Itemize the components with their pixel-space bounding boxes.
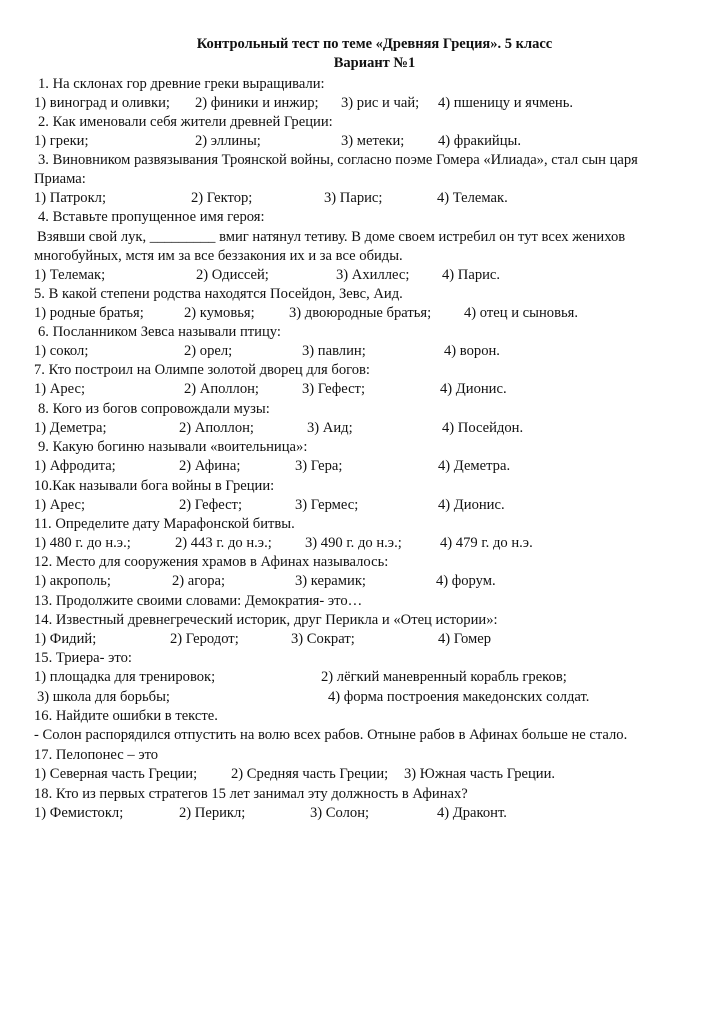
answer-option: 4) форум. (436, 573, 496, 589)
answer-option: 4) Гомер (438, 631, 491, 647)
answer-option: 1) Северная часть Греции; (34, 766, 198, 782)
answer-option: 4) отец и сыновья. (464, 305, 578, 321)
answer-option: 1) родные братья; (34, 305, 144, 321)
answer-option: 3) Южная часть Греции. (404, 766, 556, 782)
answer-option: 1) Фидий; (34, 631, 97, 647)
answer-option: 3) метеки; (341, 133, 405, 149)
question-text: 10.Как называли бога войны в Греции: (34, 478, 275, 494)
question-text: 15. Триера- это: (34, 650, 132, 666)
answer-option: 2) лёгкий маневренный корабль греков; (321, 669, 567, 685)
answer-option: 2) Гектор; (191, 190, 253, 206)
answer-option: 2) 443 г. до н.э.; (175, 535, 272, 551)
answer-option: 2) эллины; (195, 133, 261, 149)
page-title: Контрольный тест по теме «Древняя Греция». 5 класс (196, 36, 553, 52)
variant-title: Вариант №1 (333, 55, 416, 71)
question-text: 6. Посланником Зевса называли птицу: (38, 324, 281, 340)
answer-option: 4) ворон. (444, 343, 500, 359)
answer-option: 4) пшеницу и ячмень. (438, 95, 574, 111)
answer-option: 1) греки; (34, 133, 89, 149)
question-text: 18. Кто из первых стратегов 15 лет занимал эту должность в Афинах? (34, 786, 468, 802)
answer-option: 3) керамик; (295, 573, 366, 589)
question-text: 14. Известный древнегреческий историк, друг Перикла и «Отец истории»: (34, 612, 498, 628)
answer-option: 3) Гефест; (302, 381, 365, 397)
answer-option: 2) Одиссей; (196, 267, 269, 283)
answer-option: 4) 479 г. до н.э. (440, 535, 533, 551)
question-text: 9. Какую богиню называли «воительница»: (38, 439, 308, 455)
answer-option: 2) Геродот; (170, 631, 239, 647)
answer-option: 1) Деметра; (34, 420, 107, 436)
answer-option: 2) агора; (172, 573, 226, 589)
question-text: 12. Место для сооружения храмов в Афинах называлось: (34, 554, 389, 570)
answer-option: 2) Средняя часть Греции; (231, 766, 389, 782)
question-text: 4. Вставьте пропущенное имя героя: (38, 209, 265, 225)
answer-option: 2) Гефест; (179, 497, 242, 513)
answer-option: 2) Афина; (179, 458, 241, 474)
answer-option: 1) 480 г. до н.э.; (34, 535, 131, 551)
answer-option: 3) 490 г. до н.э.; (305, 535, 402, 551)
answer-option: 1) виноград и оливки; (34, 95, 170, 111)
answer-option: 4) Телемак. (437, 190, 508, 206)
question-text: 8. Кого из богов сопровождали музы: (38, 401, 270, 417)
answer-option: 2) финики и инжир; (195, 95, 319, 111)
answer-option: 3) Ахиллес; (336, 267, 410, 283)
answer-option: 4) Деметра. (438, 458, 511, 474)
question-text-cont: Приама: (34, 171, 86, 187)
answer-option: 3) Гермес; (295, 497, 359, 513)
answer-option: 1) Патрокл; (34, 190, 107, 206)
answer-option: 3) двоюродные братья; (289, 305, 432, 321)
answer-option: 4) Дионис. (438, 497, 505, 513)
answer-option: 3) Парис; (324, 190, 383, 206)
answer-option: 4) Дионис. (440, 381, 507, 397)
question-text: 5. В какой степени родства находятся Посейдон, Зевс, Аид. (34, 286, 403, 302)
answer-option: 3) Сократ; (291, 631, 355, 647)
answer-option: 4) фракийцы. (438, 133, 522, 149)
answer-option: 2) орел; (184, 343, 233, 359)
answer-option: 1) Телемак; (34, 267, 106, 283)
answer-option: 4) Парис. (442, 267, 501, 283)
question-text: 16. Найдите ошибки в тексте. (34, 708, 218, 724)
answer-option: 3) рис и чай; (341, 95, 420, 111)
answer-option: 3) павлин; (302, 343, 366, 359)
answer-option: 1) площадка для тренировок; (34, 669, 216, 685)
question-text: 13. Продолжите своими словами: Демократия- это… (34, 593, 363, 609)
answer-option: 1) Фемистокл; (34, 805, 124, 821)
answer-option: 4) форма построения македонских солдат. (328, 689, 590, 705)
answer-option: 3) школа для борьбы; (37, 689, 170, 705)
answer-option: 1) Афродита; (34, 458, 116, 474)
answer-option: 2) Аполлон; (184, 381, 259, 397)
question-text: 1. На склонах гор древние греки выращивали: (38, 76, 325, 92)
answer-option: 1) Арес; (34, 497, 86, 513)
answer-option: 4) Драконт. (437, 805, 507, 821)
question-text: 3. Виновником развязывания Троянской войны, согласно поэме Гомера «Илиада», стал сын царя (38, 152, 638, 168)
answer-option: 2) Аполлон; (179, 420, 254, 436)
answer-option: 3) Солон; (310, 805, 370, 821)
question-text: 11. Определите дату Марафонской битвы. (34, 516, 295, 532)
question-text: 2. Как именовали себя жители древней Греции: (38, 114, 333, 130)
answer-option: 2) кумовья; (184, 305, 255, 321)
question-text: 17. Пелопонес – это (34, 747, 159, 763)
question-text: 7. Кто построил на Олимпе золотой дворец для богов: (34, 362, 370, 378)
quote-text: Взявши свой лук, _________ вмиг натянул тетиву. В доме своем истребил он тут всех женихов (37, 229, 626, 245)
answer-option: 1) акрополь; (34, 573, 111, 589)
quote-text-cont: многобуйных, мстя им за все беззакония их и за все обиды. (34, 248, 403, 264)
answer-option: 1) Арес; (34, 381, 86, 397)
answer-option: 3) Гера; (295, 458, 343, 474)
error-text: - Солон распорядился отпустить на волю всех рабов. Отныне рабов в Афинах больше не стало. (34, 727, 628, 743)
answer-option: 4) Посейдон. (442, 420, 524, 436)
answer-option: 3) Аид; (307, 420, 353, 436)
answer-option: 2) Перикл; (179, 805, 246, 821)
answer-option: 1) сокол; (34, 343, 89, 359)
